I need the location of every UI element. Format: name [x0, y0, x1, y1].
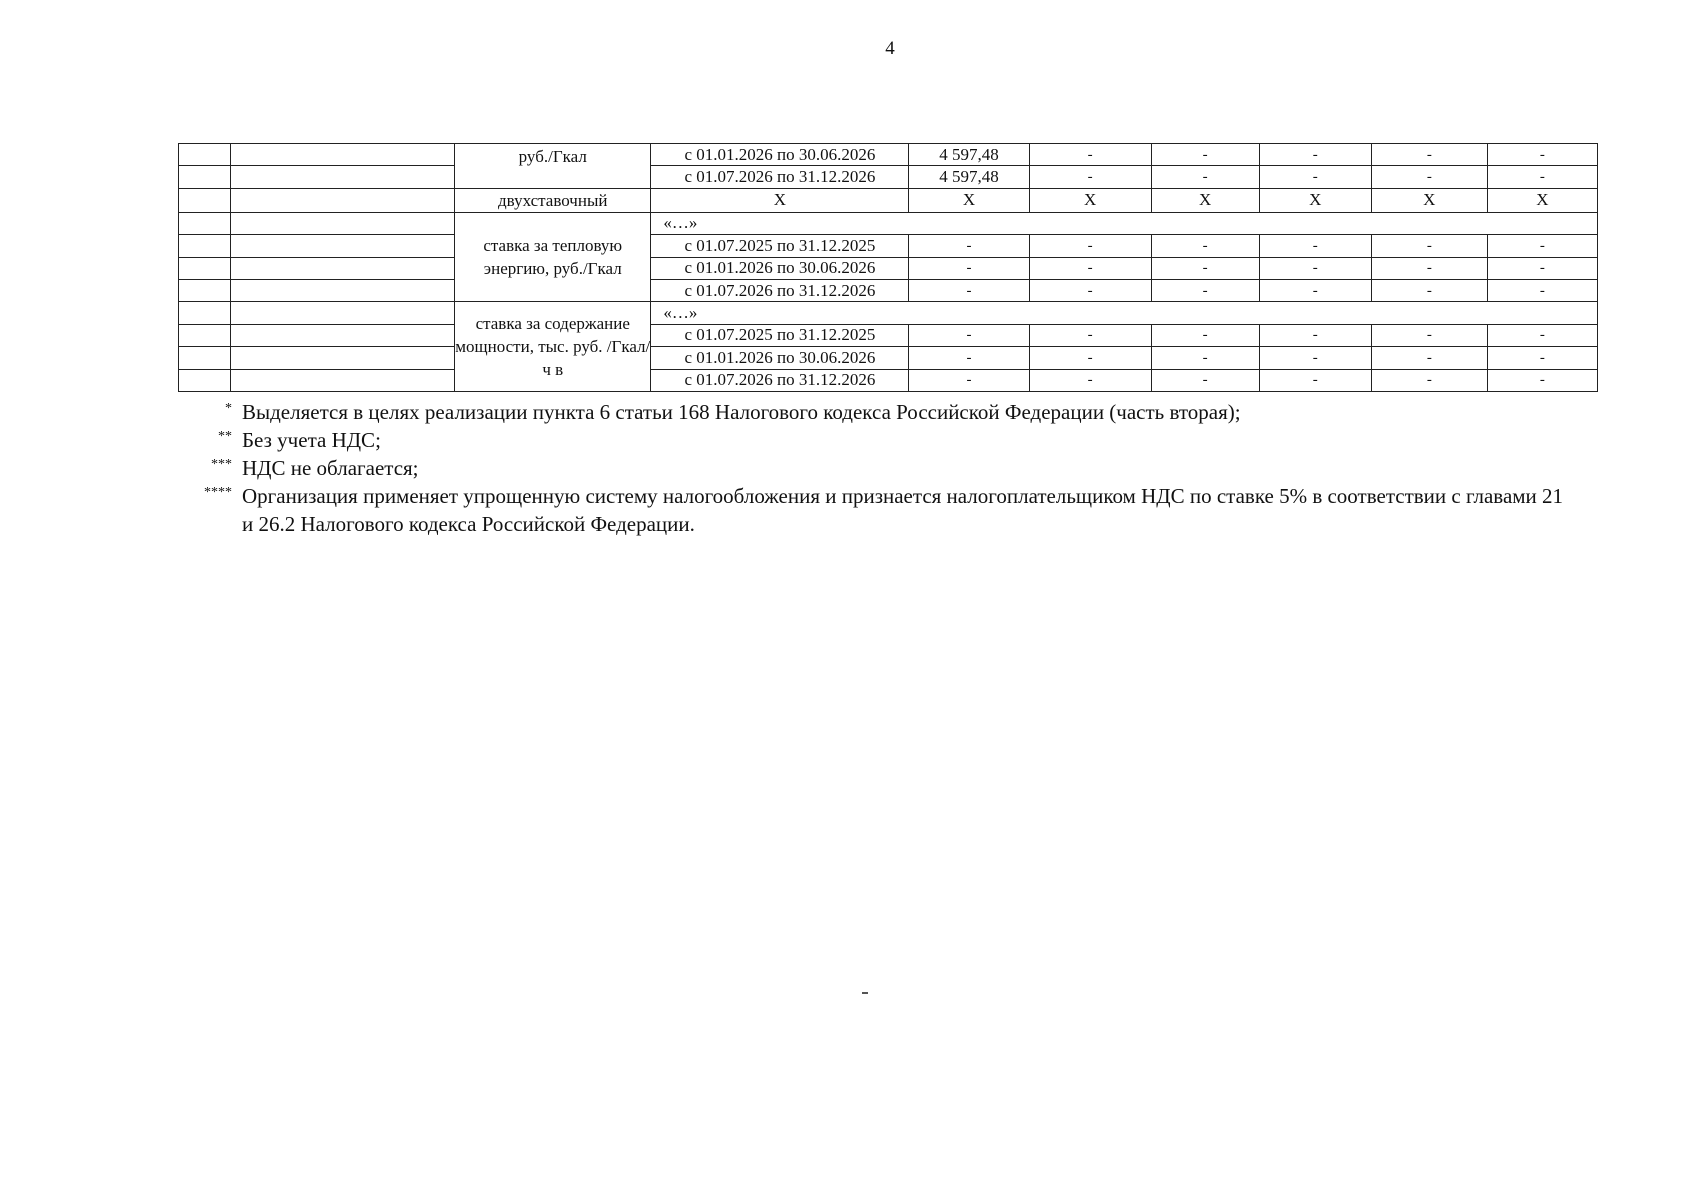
- value-cell: -: [1151, 235, 1259, 257]
- number-cell: [179, 324, 231, 346]
- value-cell: -: [1487, 257, 1597, 279]
- organization-cell: [231, 302, 455, 324]
- table-row: [179, 369, 1598, 391]
- value-cell: -: [1029, 369, 1151, 391]
- value-cell: 4 597,48: [909, 144, 1029, 166]
- value-cell: -: [1029, 347, 1151, 369]
- period-cell: с 01.01.2026 по 30.06.2026: [651, 347, 909, 369]
- value-cell: -: [909, 257, 1029, 279]
- value-cell: X: [1029, 188, 1151, 212]
- value-cell: -: [909, 235, 1029, 257]
- footnote-mark: ****: [204, 485, 232, 500]
- number-cell: [179, 166, 231, 188]
- value-cell: -: [1487, 279, 1597, 301]
- organization-cell: [231, 212, 455, 234]
- value-cell: -: [1371, 235, 1487, 257]
- footnotes: [170, 398, 1570, 538]
- footnote: [170, 482, 1570, 538]
- value-cell: -: [1487, 347, 1597, 369]
- value-cell: -: [1259, 279, 1371, 301]
- value-cell: -: [1029, 166, 1151, 188]
- footnote: [170, 454, 1570, 482]
- value-cell: -: [1259, 347, 1371, 369]
- number-cell: [179, 257, 231, 279]
- value-cell: -: [1259, 324, 1371, 346]
- value-cell: -: [1259, 235, 1371, 257]
- footnote-text: Организация применяет упрощенную систему налогообложения и признается налогоплательщиком НДС по ставке 5% в соответствии с главами 21 и 26.2 Налогового кодекса Российской Федерации.: [242, 484, 1564, 536]
- value-cell: -: [909, 347, 1029, 369]
- unit-cell: ставка за тепловую энергию, руб./Гкал: [455, 212, 651, 302]
- period-cell: X: [651, 188, 909, 212]
- value-cell: -: [1487, 235, 1597, 257]
- value-cell: -: [1151, 324, 1259, 346]
- footnote-mark: **: [218, 429, 232, 444]
- value-cell: -: [1487, 324, 1597, 346]
- tariff-table: [178, 143, 1598, 392]
- value-cell: -: [1487, 166, 1597, 188]
- period-cell: с 01.07.2026 по 31.12.2026: [651, 369, 909, 391]
- value-cell: -: [1371, 257, 1487, 279]
- period-cell: с 01.01.2026 по 30.06.2026: [651, 257, 909, 279]
- value-cell: X: [1259, 188, 1371, 212]
- value-cell: -: [1487, 369, 1597, 391]
- value-cell: -: [909, 279, 1029, 301]
- value-cell: -: [1371, 347, 1487, 369]
- number-cell: [179, 347, 231, 369]
- value-cell: 4 597,48: [909, 166, 1029, 188]
- value-cell: -: [909, 369, 1029, 391]
- value-cell: -: [1487, 144, 1597, 166]
- table-row: [179, 302, 1598, 324]
- table-row: [179, 279, 1598, 301]
- table-row: [179, 347, 1598, 369]
- period-cell: с 01.07.2025 по 31.12.2025: [651, 324, 909, 346]
- footnote-mark: ***: [211, 457, 232, 472]
- value-cell: -: [1371, 279, 1487, 301]
- period-cell: с 01.07.2026 по 31.12.2026: [651, 166, 909, 188]
- organization-cell: [231, 347, 455, 369]
- table-row: [179, 166, 1598, 188]
- value-cell: -: [1029, 324, 1151, 346]
- value-cell: -: [1371, 144, 1487, 166]
- scan-speck: [862, 992, 868, 994]
- table-row: [179, 257, 1598, 279]
- table-row: [179, 324, 1598, 346]
- value-cell: X: [1371, 188, 1487, 212]
- number-cell: [179, 369, 231, 391]
- value-cell: -: [1029, 257, 1151, 279]
- table-row: [179, 235, 1598, 257]
- organization-cell: [231, 188, 455, 212]
- number-cell: [179, 144, 231, 166]
- value-cell: X: [1151, 188, 1259, 212]
- organization-cell: [231, 369, 455, 391]
- period-cell: с 01.07.2025 по 31.12.2025: [651, 235, 909, 257]
- organization-cell: [231, 279, 455, 301]
- value-cell: X: [1487, 188, 1597, 212]
- value-cell: -: [1259, 144, 1371, 166]
- value-cell: -: [909, 324, 1029, 346]
- unit-cell: руб./Гкал: [455, 144, 651, 189]
- value-cell: -: [1151, 369, 1259, 391]
- organization-cell: [231, 235, 455, 257]
- organization-cell: [231, 144, 455, 166]
- number-cell: [179, 188, 231, 212]
- footnote-text: Без учета НДС;: [242, 428, 381, 452]
- number-cell: [179, 279, 231, 301]
- value-cell: -: [1259, 166, 1371, 188]
- number-cell: [179, 235, 231, 257]
- value-cell: -: [1029, 279, 1151, 301]
- value-cell: -: [1371, 166, 1487, 188]
- value-cell: -: [1371, 369, 1487, 391]
- organization-cell: [231, 324, 455, 346]
- value-cell: -: [1259, 369, 1371, 391]
- page-number: 4: [885, 38, 895, 59]
- footnote-mark: *: [225, 401, 232, 416]
- organization-cell: [231, 166, 455, 188]
- ellipsis-cell: «…»: [651, 212, 1598, 234]
- unit-cell: двухставочный: [455, 188, 651, 212]
- table-row: [179, 212, 1598, 234]
- number-cell: [179, 212, 231, 234]
- value-cell: -: [1259, 257, 1371, 279]
- table-row: [179, 188, 1598, 212]
- value-cell: -: [1151, 144, 1259, 166]
- value-cell: -: [1029, 144, 1151, 166]
- value-cell: -: [1029, 235, 1151, 257]
- footnote: [170, 398, 1570, 426]
- footnote-text: НДС не облагается;: [242, 456, 419, 480]
- footnote: [170, 426, 1570, 454]
- number-cell: [179, 302, 231, 324]
- period-cell: с 01.07.2026 по 31.12.2026: [651, 279, 909, 301]
- value-cell: X: [909, 188, 1029, 212]
- ellipsis-cell: «…»: [651, 302, 1598, 324]
- value-cell: -: [1151, 166, 1259, 188]
- value-cell: -: [1151, 279, 1259, 301]
- table-row: [179, 144, 1598, 166]
- period-cell: с 01.01.2026 по 30.06.2026: [651, 144, 909, 166]
- value-cell: -: [1151, 257, 1259, 279]
- unit-cell: ставка за содержание мощности, тыс. руб. /Гкал/ч в: [455, 302, 651, 392]
- organization-cell: [231, 257, 455, 279]
- value-cell: -: [1371, 324, 1487, 346]
- value-cell: -: [1151, 347, 1259, 369]
- footnote-text: Выделяется в целях реализации пункта 6 статьи 168 Налогового кодекса Российской Федерации (часть вторая);: [242, 400, 1241, 424]
